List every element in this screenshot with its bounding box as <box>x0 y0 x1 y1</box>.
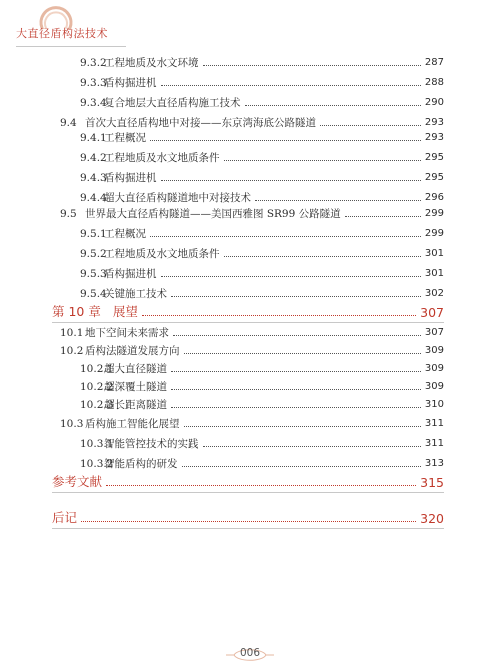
toc-title: 超大直径盾构隧道地中对接技术 <box>104 192 251 204</box>
toc-leader-dots <box>171 296 421 297</box>
toc-section-row[interactable] <box>60 207 444 220</box>
toc-title: 工程地质及水文地质条件 <box>104 248 220 260</box>
toc-subsection-row[interactable] <box>80 56 444 69</box>
toc-leader-dots <box>161 276 421 277</box>
toc-leader-dots <box>150 236 421 237</box>
toc-page-number: 296 <box>424 192 444 203</box>
toc-page-number: 309 <box>424 363 444 374</box>
book-title: 大直径盾构法技术 <box>16 27 108 40</box>
toc-subsection-row[interactable] <box>80 227 444 240</box>
toc-chapter-row[interactable] <box>52 304 444 320</box>
toc-page-number: 311 <box>424 418 444 429</box>
toc-subsection-row[interactable] <box>80 287 444 300</box>
toc-page-number: 311 <box>424 438 444 449</box>
toc-title: 超大直径隧道 <box>104 363 167 375</box>
toc-leader-dots <box>161 85 421 86</box>
chapter-divider <box>52 528 444 529</box>
toc-number: 9.4.3 <box>80 172 107 184</box>
toc-title: 复合地层大直径盾构施工技术 <box>104 97 241 109</box>
toc-leader-dots <box>203 446 421 447</box>
toc-number: 9.3.2 <box>80 57 107 69</box>
toc-subsection-row[interactable] <box>80 76 444 89</box>
toc-page-number: 309 <box>424 381 444 392</box>
toc-section-row[interactable] <box>60 344 444 357</box>
toc-title: 盾构掘进机 <box>104 268 157 280</box>
toc-number: 10.3.1 <box>80 438 114 450</box>
toc-leader-dots <box>150 140 421 141</box>
toc-number: 10.2.2 <box>80 381 114 393</box>
toc-number: 10.2 <box>60 345 84 357</box>
toc-subsection-row[interactable] <box>80 267 444 280</box>
toc-page-number: 302 <box>424 288 444 299</box>
toc-page-number: 293 <box>424 117 444 128</box>
toc-number: 10.3 <box>60 418 84 430</box>
toc-subsection-row[interactable] <box>80 457 444 470</box>
toc-page-number: 301 <box>424 268 444 279</box>
toc-page-number: 299 <box>424 208 444 219</box>
toc-title: 工程概况 <box>104 132 146 144</box>
toc-page-number: 310 <box>424 399 444 410</box>
chapter-divider <box>52 492 444 493</box>
toc-number: 9.5 <box>60 208 77 220</box>
toc-title: 智能管控技术的实践 <box>104 438 199 450</box>
toc-number: 9.5.1 <box>80 228 107 240</box>
page-number: 006 <box>239 647 261 659</box>
toc-number: 9.5.2 <box>80 248 107 260</box>
toc-subsection-row[interactable] <box>80 171 444 184</box>
toc-leader-dots <box>255 200 421 201</box>
toc-page-number: 309 <box>424 345 444 356</box>
toc-title: 智能盾构的研发 <box>104 458 178 470</box>
toc-page-number: 287 <box>424 57 444 68</box>
toc-chapter-row[interactable] <box>52 474 444 490</box>
toc-leader-dots <box>106 485 416 486</box>
toc-number: 第 10 章 <box>52 304 101 319</box>
toc-title: 展望 <box>112 304 138 319</box>
toc-subsection-row[interactable] <box>80 398 444 411</box>
toc-leader-dots <box>184 426 421 427</box>
chapter-divider <box>52 322 444 323</box>
toc-title: 盾构掘进机 <box>104 172 157 184</box>
toc-subsection-row[interactable] <box>80 380 444 393</box>
toc-number: 10.1 <box>60 327 84 339</box>
toc-title: 参考文献 <box>52 474 103 489</box>
toc-subsection-row[interactable] <box>80 131 444 144</box>
toc-title: 世界最大直径盾构隧道——美国西雅图 SR99 公路隧道 <box>85 208 341 220</box>
toc-number: 9.4 <box>60 117 77 129</box>
toc-page-number: 288 <box>424 77 444 88</box>
toc-title: 关键施工技术 <box>104 288 167 300</box>
toc-title: 地下空间未来需求 <box>85 327 169 339</box>
toc-leader-dots <box>171 407 421 408</box>
page-footer <box>222 646 278 664</box>
toc-number: 10.2.3 <box>80 399 114 411</box>
toc-subsection-row[interactable] <box>80 191 444 204</box>
toc-title: 工程概况 <box>104 228 146 240</box>
toc-title: 盾构施工智能化展望 <box>85 418 180 430</box>
toc-number: 10.2.1 <box>80 363 114 375</box>
toc-section-row[interactable] <box>60 417 444 430</box>
header-divider <box>16 46 126 47</box>
toc-leader-dots <box>224 160 421 161</box>
toc-leader-dots <box>171 389 421 390</box>
toc-leader-dots <box>142 315 416 316</box>
toc-title: 盾构法隧道发展方向 <box>85 345 180 357</box>
running-header <box>14 6 134 50</box>
toc-leader-dots <box>173 335 421 336</box>
toc-number: 9.3.4 <box>80 97 107 109</box>
toc-page-number: 293 <box>424 132 444 143</box>
toc-title: 工程地质及水文环境 <box>104 57 199 69</box>
toc-leader-dots <box>224 256 421 257</box>
toc-leader-dots <box>182 466 421 467</box>
toc-leader-dots <box>184 353 421 354</box>
toc-number: 9.5.4 <box>80 288 107 300</box>
toc-leader-dots <box>203 65 421 66</box>
toc-title: 后记 <box>52 510 78 525</box>
toc-page-number: 307 <box>420 305 444 320</box>
toc-leader-dots <box>345 216 421 217</box>
toc-page-number: 295 <box>424 172 444 183</box>
toc-page-number: 290 <box>424 97 444 108</box>
toc-subsection-row[interactable] <box>80 96 444 109</box>
toc-number: 10.3.2 <box>80 458 114 470</box>
toc-title: 超长距离隧道 <box>104 399 167 411</box>
toc-page-number: 307 <box>424 327 444 338</box>
toc-title: 超深覆土隧道 <box>104 381 167 393</box>
toc-section-row[interactable] <box>60 116 444 129</box>
toc-number: 9.4.2 <box>80 152 107 164</box>
toc-title: 工程地质及水文地质条件 <box>104 152 220 164</box>
toc-title: 首次大直径盾构地中对接——东京湾海底公路隧道 <box>85 117 316 129</box>
toc-leader-dots <box>81 521 416 522</box>
toc-page-number: 313 <box>424 458 444 469</box>
toc-page-number: 320 <box>420 511 444 526</box>
toc-page-number: 315 <box>420 475 444 490</box>
toc-page-number: 299 <box>424 228 444 239</box>
toc-leader-dots <box>161 180 421 181</box>
toc-page-number: 295 <box>424 152 444 163</box>
toc-section-row[interactable] <box>60 326 444 339</box>
toc-leader-dots <box>320 125 421 126</box>
toc-number: 9.4.4 <box>80 192 107 204</box>
toc-number: 9.3.3 <box>80 77 107 89</box>
toc-subsection-row[interactable] <box>80 437 444 450</box>
toc-subsection-row[interactable] <box>80 151 444 164</box>
toc-title: 盾构掘进机 <box>104 77 157 89</box>
toc-leader-dots <box>245 105 421 106</box>
toc-subsection-row[interactable] <box>80 247 444 260</box>
toc-page-number: 301 <box>424 248 444 259</box>
toc-number: 9.4.1 <box>80 132 107 144</box>
toc-subsection-row[interactable] <box>80 362 444 375</box>
toc-chapter-row[interactable] <box>52 510 444 526</box>
toc-leader-dots <box>171 371 421 372</box>
toc-number: 9.5.3 <box>80 268 107 280</box>
